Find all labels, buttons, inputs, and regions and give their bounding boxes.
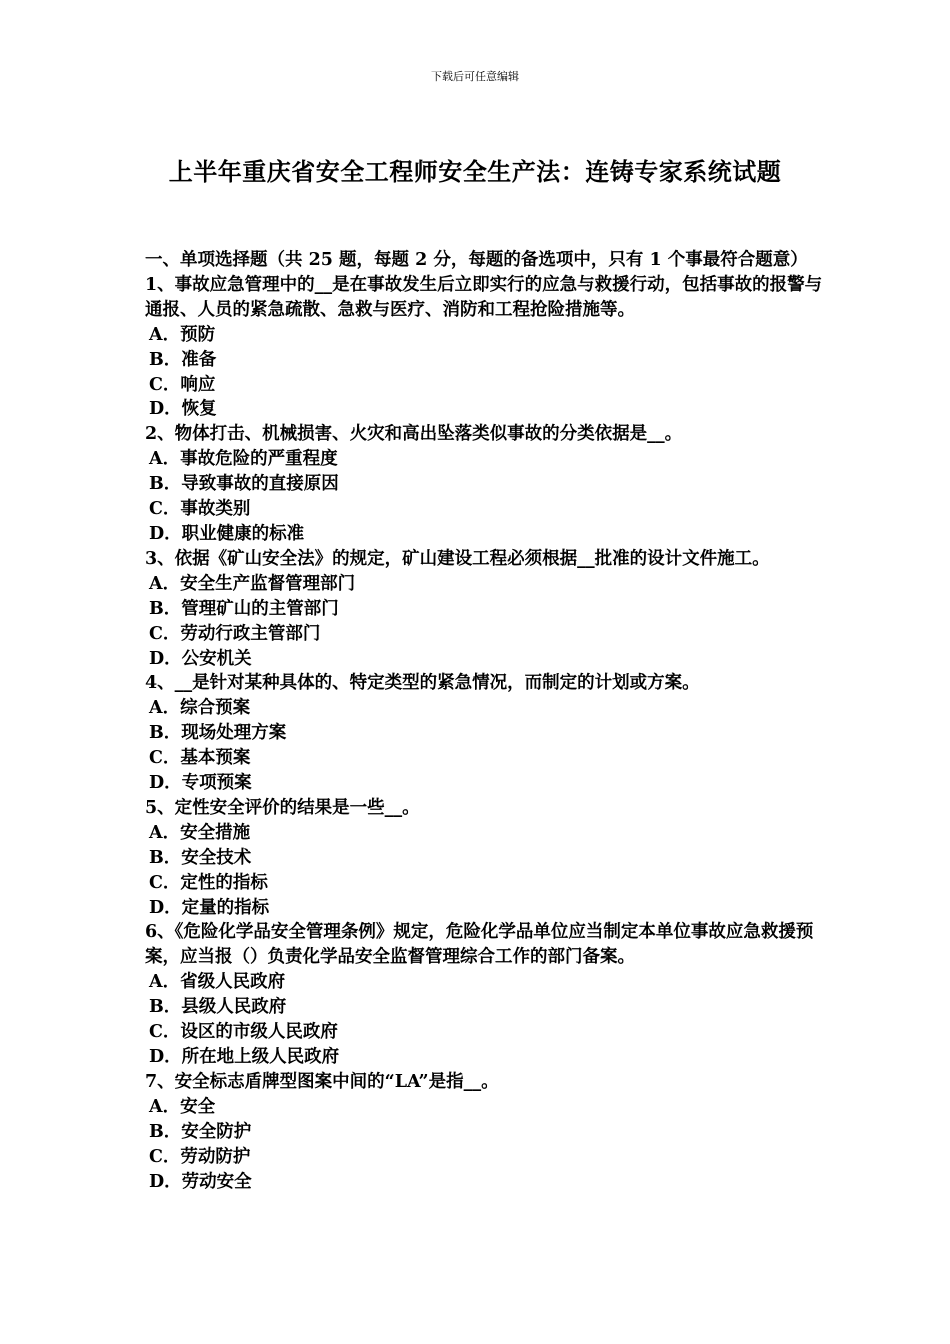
question-stem: 2、物体打击、机械损害、火灾和高出坠落类似事故的分类依据是__。 — [145, 424, 683, 445]
option-a: A．安全 — [149, 1096, 216, 1117]
option-c: C．响应 — [149, 374, 216, 395]
question-4 — [145, 671, 825, 796]
option-d: D．劳动安全 — [149, 1171, 252, 1192]
question-stem: 7、安全标志盾牌型图案中间的“LA”是指__。 — [145, 1071, 499, 1092]
option-b: B．县级人民政府 — [149, 997, 287, 1018]
option-c: C．劳动防护 — [149, 1146, 251, 1167]
question-3 — [145, 547, 825, 672]
option-b: B．管理矿山的主管部门 — [149, 598, 339, 619]
question-stem: 1、事故应急管理中的__是在事故发生后立即实行的应急与救援行动，包括事故的报警与通报、人员的紧急疏散、急救与医疗、消防和工程抢险措施等。 — [145, 274, 823, 320]
option-d: D．所在地上级人民政府 — [149, 1047, 340, 1067]
option-c: C．基本预案 — [149, 748, 251, 769]
option-b: B．安全技术 — [149, 847, 252, 868]
option-b: B．导致事故的直接原因 — [149, 474, 339, 495]
question-7 — [145, 1070, 825, 1195]
section-heading: 一、单项选择题（共 25 题，每题 2 分，每题的备选项中，只有 1 个事最符合题意） — [145, 250, 808, 270]
option-c: C．事故类别 — [149, 499, 251, 520]
option-b: B．准备 — [149, 349, 217, 370]
document-body — [145, 248, 825, 1194]
question-6 — [145, 920, 825, 1069]
option-c: C．定性的指标 — [149, 872, 268, 893]
option-a: A．省级人民政府 — [149, 972, 286, 993]
option-d: D．专项预案 — [149, 773, 252, 794]
question-2 — [145, 422, 825, 547]
option-d: D．职业健康的标准 — [149, 523, 305, 544]
question-5 — [145, 796, 825, 921]
question-stem: 4、__是针对某种具体的、特定类型的紧急情况，而制定的计划或方案。 — [145, 673, 700, 694]
question-stem: 5、定性安全评价的结果是一些__。 — [145, 797, 420, 818]
header-note: 下载后可任意编辑 — [431, 70, 519, 83]
question-stem: 3、依据《矿山安全法》的规定，矿山建设工程必须根据__批准的设计文件施工。 — [145, 548, 770, 569]
option-a: A．安全生产监督管理部门 — [149, 573, 356, 594]
option-a: A．事故危险的严重程度 — [149, 449, 338, 470]
question-1 — [145, 273, 825, 422]
option-a: A．安全措施 — [149, 822, 251, 843]
option-a: A．预防 — [149, 324, 216, 345]
question-stem: 6、《危险化学品安全管理条例》规定，危险化学品单位应当制定本单位事故应急救援预案，应当报（）负责化学品安全监督管理综合工作的部门备案。 — [145, 922, 814, 968]
option-d: D．恢复 — [149, 399, 217, 420]
option-c: C．设区的市级人民政府 — [149, 1022, 338, 1043]
document-title: 上半年重庆省安全工程师安全生产法：连铸专家系统试题 — [168, 157, 782, 186]
option-d: D．公安机关 — [149, 648, 252, 669]
option-a: A．综合预案 — [149, 698, 251, 719]
option-b: B．安全防护 — [149, 1121, 252, 1142]
option-d: D．定量的指标 — [149, 897, 270, 918]
option-b: B．现场处理方案 — [149, 723, 287, 744]
option-c: C．劳动行政主管部门 — [149, 623, 321, 644]
